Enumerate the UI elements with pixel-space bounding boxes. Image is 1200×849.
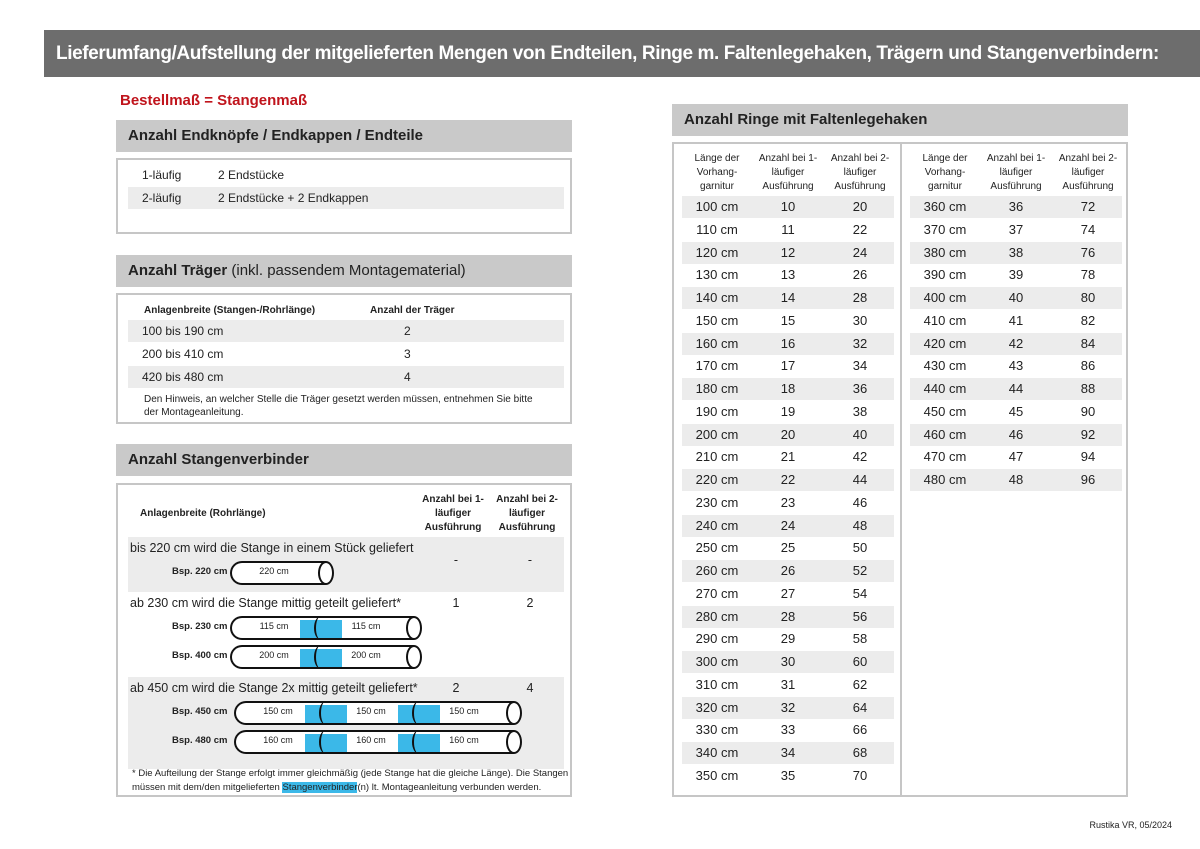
count-1-laeufig: 42 [1008, 335, 1024, 351]
count-2-laeufig: 2 [526, 596, 534, 610]
count-2-laeufig: 70 [852, 767, 868, 783]
count-2-laeufig: 76 [1080, 244, 1096, 260]
highlighted-term: Stangenverbinder [282, 782, 358, 793]
ringe-row [682, 515, 894, 537]
verbinder-table [116, 483, 572, 797]
count-1-laeufig: 22 [780, 472, 796, 487]
ringe-heading: Anzahl Ringe mit Faltenlegehaken [672, 104, 1128, 136]
count-1-laeufig: 10 [780, 199, 796, 214]
endteile-table [116, 158, 572, 234]
verbinder-group [128, 592, 564, 674]
count-2-laeufig: 54 [852, 585, 868, 601]
length: 380 cm [923, 244, 967, 260]
length: 270 cm [695, 585, 739, 601]
count-2-laeufig: 66 [852, 722, 868, 738]
count-2-laeufig: 52 [852, 563, 868, 578]
count-1-laeufig: 36 [1008, 199, 1024, 214]
rod-end [506, 730, 522, 754]
ringe-row [910, 378, 1122, 400]
length: 440 cm [923, 381, 967, 396]
ringe-row [682, 492, 894, 514]
rod-segment-length: 150 cm [449, 706, 479, 716]
rod-joint [319, 701, 333, 725]
count-1-laeufig: 28 [780, 608, 796, 624]
heading-bold: Anzahl Träger [128, 262, 228, 279]
count-1-laeufig: 44 [1008, 381, 1024, 396]
count-1-laeufig: 1 [452, 596, 460, 610]
count-2-laeufig: 32 [852, 335, 868, 351]
length: 460 cm [923, 426, 967, 442]
count-1-laeufig: 35 [780, 767, 796, 783]
col-header: Länge der Vorhang-garnitur [694, 153, 740, 192]
count-1-laeufig: 29 [780, 631, 796, 647]
count-1-laeufig: 41 [1008, 312, 1024, 328]
count-1-laeufig: 19 [780, 403, 796, 419]
count-1-laeufig: 47 [1008, 449, 1024, 465]
count-1-laeufig: 21 [780, 449, 796, 465]
length: 130 cm [695, 267, 739, 283]
count-1-laeufig: 14 [780, 290, 796, 305]
ringe-row [910, 287, 1122, 309]
count-2-laeufig: 30 [852, 312, 868, 328]
count-2-laeufig: 96 [1080, 472, 1096, 487]
note-line: müssen mit dem/den mitgelieferten [132, 782, 283, 793]
verbinder-group [128, 677, 564, 769]
example-label: Bsp. 450 cm [172, 706, 228, 717]
ringe-row [910, 196, 1122, 218]
count-1-laeufig: 26 [780, 563, 796, 578]
endteile-heading: Anzahl Endknöpfe / Endkappen / Endteile [116, 120, 572, 152]
traeger-table [116, 293, 572, 424]
ringe-row [682, 628, 894, 650]
verbinder-group [128, 537, 564, 592]
length: 430 cm [923, 358, 967, 374]
length: 190 cm [695, 403, 739, 419]
count-2-laeufig: 82 [1080, 312, 1096, 328]
count-1-laeufig: 31 [780, 676, 796, 692]
row-label: 2-läufig [142, 191, 182, 205]
length: 280 cm [695, 608, 739, 624]
rod-joint [412, 701, 426, 725]
col-header: Anzahl bei 1-läufiger Ausführung [986, 153, 1046, 192]
ringe-row [682, 401, 894, 423]
ringe-row [910, 355, 1122, 377]
rod-segment-length: 160 cm [263, 735, 293, 745]
verbinder-note [132, 767, 572, 795]
group-text: ab 230 cm wird die Stange mittig geteilt geliefert* [130, 596, 401, 610]
ringe-row [910, 219, 1122, 241]
count-1-laeufig: 11 [781, 221, 795, 237]
count-2-laeufig: 64 [852, 699, 868, 715]
example-label: Bsp. 400 cm [172, 650, 228, 661]
length: 420 cm [923, 335, 967, 351]
footer: Rustika VR, 05/2024 [1089, 820, 1172, 830]
ringe-row [910, 242, 1122, 264]
ringe-row [682, 742, 894, 764]
note-line: * Die Aufteilung der Stange erfolgt immer gleichmäßig (jede Stange hat die gleiche Länge). Die Stangen [132, 768, 569, 779]
count-1-laeufig: 43 [1008, 358, 1024, 374]
count-2-laeufig: 40 [852, 426, 868, 442]
rod-diagram [230, 561, 326, 585]
count-2-laeufig: 94 [1080, 449, 1096, 465]
length: 370 cm [923, 221, 967, 237]
ringe-row [682, 287, 894, 309]
count-2-laeufig: 26 [852, 267, 868, 283]
length: 200 cm [695, 426, 739, 442]
count-1-laeufig: 30 [780, 654, 796, 669]
count-1-laeufig: 45 [1008, 403, 1024, 419]
endteile-row [128, 164, 564, 186]
ringe-row [910, 264, 1122, 286]
rod-segment-length: 200 cm [259, 650, 289, 660]
row-value: 2 Endstücke [218, 168, 285, 182]
count-1-laeufig: - [453, 553, 459, 567]
rod-segment-length: 150 cm [356, 706, 386, 716]
rod-diagram [230, 616, 414, 640]
row-label: 1-läufig [142, 168, 182, 182]
count-2-laeufig: 56 [852, 608, 868, 624]
heading-rest: (inkl. passendem Montagematerial) [227, 262, 466, 279]
count-2-laeufig: 24 [852, 244, 868, 260]
col-header: Anzahl der Träger [370, 305, 455, 316]
row-value: 2 [404, 324, 411, 338]
rod-diagram [234, 730, 514, 754]
row-label: 100 bis 190 cm [142, 324, 224, 338]
length: 210 cm [695, 449, 739, 465]
length: 140 cm [695, 290, 739, 305]
example-label: Bsp. 220 cm [172, 566, 228, 577]
ringe-row [682, 333, 894, 355]
rod-end [406, 645, 422, 669]
verbinder-heading: Anzahl Stangenverbinder [116, 444, 572, 476]
ringe-row [682, 310, 894, 332]
length: 110 cm [696, 221, 738, 237]
length: 350 cm [695, 767, 739, 783]
count-2-laeufig: 38 [852, 403, 868, 419]
page-title: Lieferumfang/Aufstellung der mitgelieferten Mengen von Endteilen, Ringe m. Faltenlegehaken, Trägern und Stangenverbindern: [44, 30, 1200, 77]
count-2-laeufig: 50 [852, 540, 868, 556]
count-1-laeufig: 33 [780, 722, 796, 738]
rod-end [406, 616, 422, 640]
rod-end [318, 561, 334, 585]
ringe-row [682, 560, 894, 582]
count-2-laeufig: - [527, 553, 533, 567]
length: 310 cm [695, 676, 739, 692]
length: 410 cm [923, 312, 967, 328]
count-2-laeufig: 80 [1080, 290, 1096, 305]
group-text: bis 220 cm wird die Stange in einem Stück geliefert [130, 541, 414, 555]
count-1-laeufig: 46 [1008, 426, 1024, 442]
count-2-laeufig: 48 [852, 517, 868, 533]
ringe-row [910, 333, 1122, 355]
rod-joint [314, 616, 328, 640]
rod-joint [319, 730, 333, 754]
traeger-row [128, 366, 564, 388]
col-header: Anzahl bei 2-läufiger Ausführung [830, 153, 890, 192]
count-1-laeufig: 12 [780, 244, 796, 260]
count-2-laeufig: 86 [1080, 358, 1096, 374]
count-1-laeufig: 34 [780, 745, 796, 760]
length: 290 cm [695, 631, 739, 647]
count-1-laeufig: 25 [780, 540, 796, 556]
ringe-row [682, 765, 894, 787]
length: 260 cm [695, 563, 739, 578]
count-2-laeufig: 74 [1080, 221, 1096, 237]
ringe-row [682, 719, 894, 741]
count-2-laeufig: 88 [1080, 381, 1096, 396]
ringe-row [682, 378, 894, 400]
row-value: 2 Endstücke + 2 Endkappen [218, 191, 369, 205]
ringe-row [682, 697, 894, 719]
rod-joint [314, 645, 328, 669]
note-line: (n) lt. Montageanleitung verbunden werden. [357, 782, 542, 793]
ringe-row [910, 424, 1122, 446]
rod-joint [412, 730, 426, 754]
length: 480 cm [923, 472, 967, 487]
column-divider [900, 144, 902, 795]
length: 100 cm [695, 199, 739, 214]
col-header: Anlagenbreite (Stangen-/Rohrlänge) [144, 305, 316, 316]
ringe-row [682, 196, 894, 218]
count-1-laeufig: 27 [780, 585, 796, 601]
ringe-row [682, 583, 894, 605]
count-2-laeufig: 22 [852, 221, 868, 237]
col-header: Anzahl bei 1-läufiger Ausführung [758, 153, 818, 192]
length: 170 cm [695, 358, 739, 374]
rod-diagram [234, 701, 514, 725]
count-2-laeufig: 92 [1080, 426, 1096, 442]
rod-segment-length: 160 cm [449, 735, 479, 745]
count-1-laeufig: 17 [780, 358, 796, 374]
count-1-laeufig: 20 [780, 426, 796, 442]
ringe-row [682, 219, 894, 241]
traeger-heading [116, 255, 572, 287]
ringe-row [910, 310, 1122, 332]
count-1-laeufig: 18 [780, 381, 796, 396]
traeger-row [128, 343, 564, 365]
count-1-laeufig: 23 [780, 494, 796, 510]
length: 220 cm [695, 472, 739, 487]
count-1-laeufig: 2 [452, 681, 460, 695]
row-label: 200 bis 410 cm [142, 347, 224, 361]
length: 320 cm [695, 699, 739, 715]
length: 400 cm [923, 290, 967, 305]
rod-segment-length: 220 cm [259, 566, 289, 576]
length: 390 cm [923, 267, 967, 283]
col-header: Anzahl bei 1-läufiger Ausführung [422, 494, 484, 533]
count-2-laeufig: 4 [526, 681, 534, 695]
rod-segment-length: 115 cm [351, 621, 381, 631]
length: 160 cm [695, 335, 739, 351]
row-label: 420 bis 480 cm [142, 370, 224, 384]
length: 470 cm [923, 449, 967, 465]
count-2-laeufig: 58 [852, 631, 868, 647]
ringe-row [682, 537, 894, 559]
ringe-row [910, 446, 1122, 468]
rod-segment-length: 150 cm [263, 706, 293, 716]
row-value: 4 [404, 370, 411, 384]
count-2-laeufig: 68 [852, 745, 868, 760]
count-1-laeufig: 37 [1008, 221, 1024, 237]
rod-segment-length: 160 cm [356, 735, 386, 745]
order-note: Bestellmaß = Stangenmaß [120, 92, 308, 109]
ringe-row [682, 606, 894, 628]
length: 230 cm [695, 494, 739, 510]
group-text: ab 450 cm wird die Stange 2x mittig geteilt geliefert* [130, 681, 418, 695]
ringe-row [682, 651, 894, 673]
col-header: Anzahl bei 2-läufiger Ausführung [496, 494, 558, 533]
length: 450 cm [923, 403, 967, 419]
length: 240 cm [695, 517, 739, 533]
ringe-row [682, 674, 894, 696]
count-1-laeufig: 32 [780, 699, 796, 715]
count-2-laeufig: 84 [1080, 335, 1096, 351]
count-2-laeufig: 62 [852, 676, 868, 692]
count-1-laeufig: 16 [780, 335, 796, 351]
count-2-laeufig: 20 [852, 199, 868, 214]
length: 340 cm [695, 745, 739, 760]
col-header: Länge der Vorhang-garnitur [922, 153, 968, 192]
count-2-laeufig: 36 [852, 381, 868, 396]
rod-end [506, 701, 522, 725]
count-1-laeufig: 38 [1008, 244, 1024, 260]
col-header: Anlagenbreite (Rohrlänge) [140, 508, 266, 519]
length: 150 cm [695, 312, 739, 328]
length: 250 cm [695, 540, 739, 556]
ringe-row [682, 355, 894, 377]
count-2-laeufig: 90 [1080, 403, 1096, 419]
length: 120 cm [695, 244, 739, 260]
length: 360 cm [923, 199, 967, 214]
count-1-laeufig: 15 [780, 312, 796, 328]
ringe-row [682, 424, 894, 446]
ringe-row [682, 469, 894, 491]
example-label: Bsp. 230 cm [172, 621, 228, 632]
count-2-laeufig: 46 [852, 494, 868, 510]
rod-diagram [230, 645, 414, 669]
ringe-row [682, 242, 894, 264]
count-1-laeufig: 48 [1008, 472, 1024, 487]
row-value: 3 [404, 347, 411, 361]
count-2-laeufig: 44 [852, 472, 868, 487]
count-2-laeufig: 42 [852, 449, 868, 465]
traeger-note: Den Hinweis, an welcher Stelle die Träger gesetzt werden müssen, entnehmen Sie bitte der Montageanleitung. [144, 394, 533, 418]
ringe-row [910, 401, 1122, 423]
traeger-row [128, 320, 564, 342]
example-label: Bsp. 480 cm [172, 735, 228, 746]
count-2-laeufig: 28 [852, 290, 868, 305]
count-2-laeufig: 34 [852, 358, 868, 374]
count-1-laeufig: 24 [780, 517, 796, 533]
ringe-table [672, 142, 1128, 797]
count-1-laeufig: 13 [780, 267, 796, 283]
ringe-row [682, 264, 894, 286]
col-header: Anzahl bei 2-läufiger Ausführung [1058, 153, 1118, 192]
count-1-laeufig: 40 [1008, 290, 1024, 305]
rod-segment-length: 115 cm [259, 621, 289, 631]
length: 300 cm [695, 654, 739, 669]
count-2-laeufig: 78 [1080, 267, 1096, 283]
count-2-laeufig: 60 [852, 654, 868, 669]
ringe-row [910, 469, 1122, 491]
count-1-laeufig: 39 [1008, 267, 1024, 283]
length: 180 cm [695, 381, 739, 396]
endteile-row [128, 187, 564, 209]
count-2-laeufig: 72 [1080, 199, 1096, 214]
rod-segment-length: 200 cm [351, 650, 381, 660]
ringe-row [682, 446, 894, 468]
length: 330 cm [695, 722, 739, 738]
